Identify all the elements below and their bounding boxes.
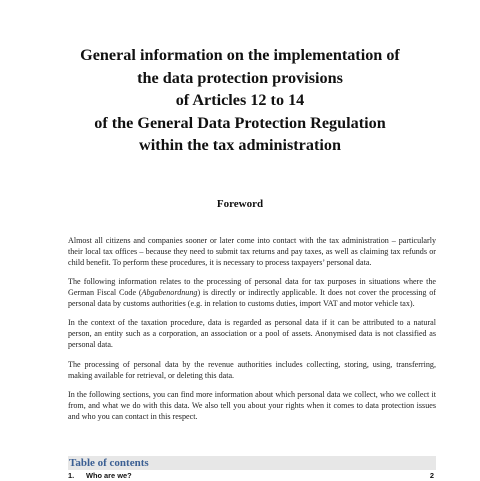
paragraph-5: In the following sections, you can find more information about which personal data we collect, who we collect it from, and what we do with this data. We also tell you about your rights when it comes to data protection issues and who you can contact in this respect.: [68, 389, 436, 421]
paragraph-4: The processing of personal data by the revenue authorities includes collecting, storing, using, transferring, making available for retrieval, or deleting this data.: [68, 359, 436, 380]
paragraph-2-after: ) is directly or indirectly applicable. It does not cover the processing of personal data by customs authorities (e.g. in relation to customs duties, import VAT and motor vehicle tax).: [68, 288, 436, 309]
title-line-5: within the tax administration: [139, 136, 341, 154]
title-line-1: General information on the implementation of: [80, 46, 400, 64]
toc-entry-number: 1.: [68, 471, 75, 480]
table-of-contents: [68, 456, 436, 481]
toc-entry-page: 2: [429, 471, 434, 480]
paragraph-2-italic-term: Abgabenordnung: [141, 288, 198, 298]
paragraph-2: [68, 277, 436, 310]
title-line-4: of the General Data Protection Regulation: [94, 113, 386, 132]
document-title: [0, 44, 480, 157]
foreword-heading: Foreword: [216, 198, 264, 210]
foreword-body: [68, 236, 436, 431]
title-line-2: the data protection provisions: [137, 68, 343, 87]
toc-heading: Table of contents: [68, 456, 436, 470]
paragraph-3: In the context of the taxation procedure, data is regarded as personal data if it can be attributed to a natural person, an entity such as a corporation, an association or a pool of assets. Anonymised data is not classified as personal data.: [68, 318, 436, 350]
toc-entry[interactable]: [68, 470, 436, 481]
paragraph-1: Almost all citizens and companies sooner or later come into contact with the tax administration – particularly their local tax offices – because they need to submit tax returns and pay taxes, as well as claiming tax refunds or child benefit. To perform these procedures, it is necessary to process taxpayers’ personal data.: [68, 236, 436, 267]
paragraph-2-before: The following information relates to the processing of personal data for tax purposes in situations where the German Fiscal Code (: [68, 277, 436, 298]
toc-entry-label: Who are we?: [86, 471, 132, 480]
title-line-3: of Articles 12 to 14: [175, 91, 305, 109]
